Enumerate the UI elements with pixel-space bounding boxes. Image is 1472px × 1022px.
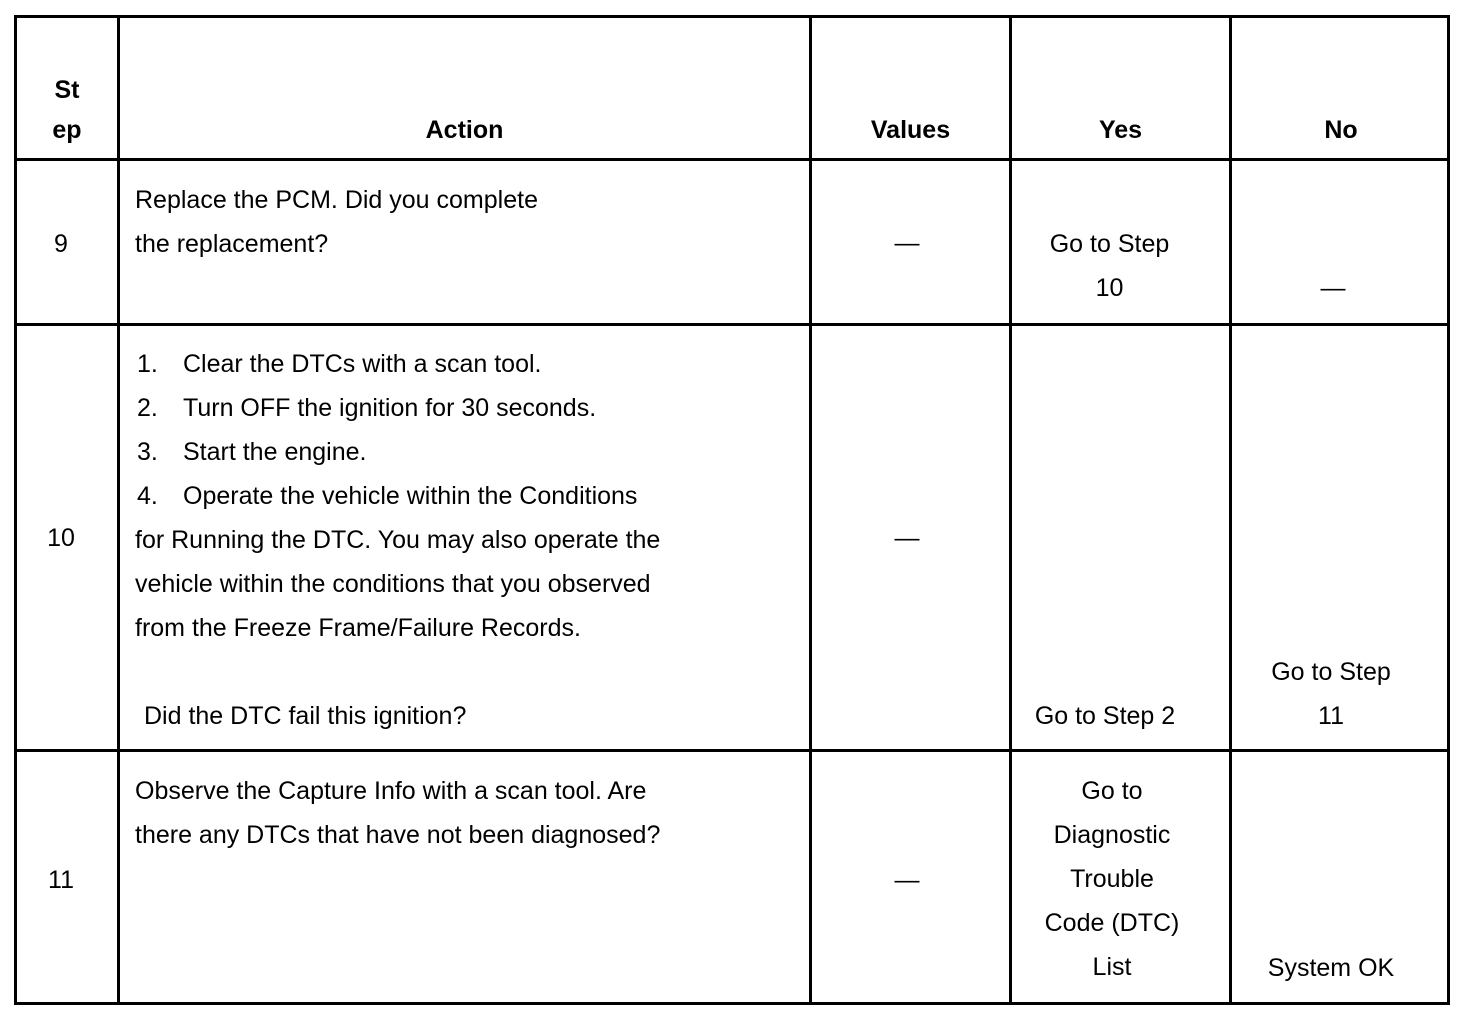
action-text: [135, 178, 538, 266]
row-divider: [17, 323, 1447, 326]
yes-line: Go to: [1081, 777, 1143, 805]
list-text: Operate the vehicle within the Conditions: [183, 482, 638, 510]
column-divider: [117, 18, 120, 1002]
row-divider: [17, 749, 1447, 752]
yes-line: List: [1092, 953, 1132, 981]
yes-line: 10: [1095, 274, 1124, 302]
yes-cell: [1002, 222, 1217, 310]
no-cell: System OK: [1267, 954, 1395, 982]
yes-cell: Go to Step 2: [1034, 702, 1176, 730]
header-action: Action: [425, 116, 504, 144]
action-line: there any DTCs that have not been diagnosed?: [135, 821, 661, 849]
list-item: [135, 474, 660, 518]
action-line: Replace the PCM. Did you complete: [135, 186, 538, 214]
action-question: Did the DTC fail this ignition?: [144, 702, 467, 730]
values-cell: —: [894, 524, 920, 552]
step-number: 10: [47, 524, 75, 552]
list-number: 1.: [137, 350, 158, 378]
yes-line: Code (DTC): [1044, 909, 1180, 937]
action-text: [135, 769, 660, 857]
no-line: 11: [1318, 702, 1344, 730]
header-yes: Yes: [1098, 116, 1143, 144]
diagnostic-table: [14, 15, 1450, 1005]
action-text: [135, 342, 660, 650]
yes-line: Trouble: [1070, 865, 1154, 893]
action-line: for Running the DTC. You may also operate the: [135, 526, 661, 554]
list-text: Start the engine.: [183, 438, 367, 466]
action-line: the replacement?: [135, 230, 329, 258]
no-line: Go to Step: [1271, 658, 1391, 686]
no-cell: [1232, 650, 1430, 738]
header-no: No: [1324, 116, 1358, 144]
row-divider: [17, 158, 1447, 161]
step-number: 11: [48, 866, 74, 894]
list-number: 2.: [137, 394, 158, 422]
list-item: [135, 342, 660, 386]
list-number: 3.: [137, 438, 158, 466]
header-step-line2: ep: [52, 116, 82, 144]
yes-line: Diagnostic: [1053, 821, 1171, 849]
column-divider: [1229, 18, 1232, 1002]
values-cell: —: [894, 229, 920, 257]
column-divider: [809, 18, 812, 1002]
header-step: [17, 70, 117, 150]
no-cell: —: [1320, 274, 1346, 302]
list-number: 4.: [137, 482, 158, 510]
action-line: from the Freeze Frame/Failure Records.: [135, 614, 581, 642]
yes-cell: [1012, 769, 1212, 989]
header-step-line1: St: [54, 76, 80, 104]
list-text: Turn OFF the ignition for 30 seconds.: [183, 394, 597, 422]
list-text: Clear the DTCs with a scan tool.: [183, 350, 542, 378]
header-values: Values: [870, 116, 951, 144]
yes-line: Go to Step: [1049, 230, 1170, 258]
values-cell: —: [894, 866, 920, 894]
list-item: [135, 386, 660, 430]
list-item: [135, 430, 660, 474]
action-line: Observe the Capture Info with a scan tool. Are: [135, 777, 647, 805]
step-number: 9: [54, 230, 68, 258]
action-line: vehicle within the conditions that you observed: [135, 570, 651, 598]
